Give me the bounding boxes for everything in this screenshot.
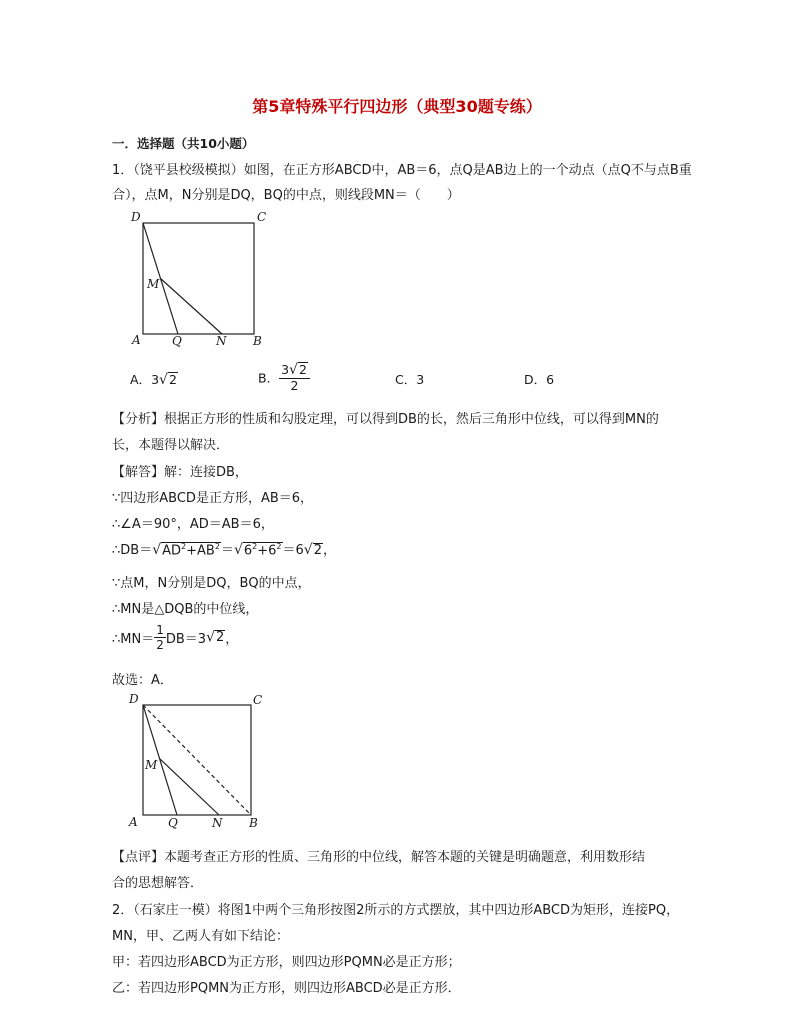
option-d[interactable]: D．6 — [524, 372, 555, 387]
q2-stem-line2: MN，甲、乙两人有如下结论： — [112, 929, 289, 944]
fig1-label-b: B — [253, 334, 262, 348]
choose-line: 故选：A． — [112, 673, 173, 688]
section-heading: 一．选择题（共10小题） — [112, 136, 255, 151]
fig1-label-d: D — [131, 210, 141, 224]
fig2-label-d: D — [129, 692, 139, 706]
q2-conclusion-jia: 甲：若四边形ABCD为正方形，则四边形PQMN必是正方形； — [112, 955, 461, 970]
option-c[interactable]: C．3 — [395, 372, 425, 387]
fig2-label-c: C — [253, 693, 263, 707]
solution-line4: ∵点M，N分别是DQ，BQ的中点， — [112, 576, 311, 591]
comment-line1: 【点评】本题考查正方形的性质、三角形的中位线，解答本题的关键是明确题意，利用数形结 — [112, 850, 646, 865]
fig1-label-q: Q — [172, 334, 182, 348]
q1-number: 1． — [112, 163, 134, 178]
solution-line0: 【解答】解：连接DB， — [112, 465, 248, 480]
fig2-label-m: M — [145, 758, 158, 772]
solution-line5: ∴MN是△DQB的中位线， — [112, 602, 259, 617]
q2-conclusion-yi: 乙：若四边形PQMN为正方形，则四边形ABCD必是正方形． — [112, 981, 461, 996]
page-title: 第5章特殊平行四边形（典型30题专练） — [252, 97, 542, 116]
comment-line2: 合的思想解答． — [112, 876, 204, 891]
analysis-line1: 【分析】根据正方形的性质和勾股定理，可以得到DB的长，然后三角形中位线，可以得到MN的 — [112, 412, 659, 427]
fig2-label-n: N — [212, 816, 223, 830]
q2-stem1: 将图1中两个三角形按图2所示的方式摆放，其中四边形ABCD为矩形，连接PQ， — [217, 903, 680, 918]
q1-stem-line2: 合），点M，N分别是DQ，BQ的中点，则线段MN＝（ ） — [112, 188, 460, 203]
fig2-label-q: Q — [168, 816, 178, 830]
option-a[interactable]: A．3√2 — [130, 372, 177, 388]
fig1-label-a: A — [132, 333, 141, 347]
solution-line2: ∴∠A＝90°，AD＝AB＝6， — [112, 517, 274, 532]
q2-stem-line1 — [112, 899, 679, 918]
solution-line3: $\therefore DB=√AD^2+AB^2=√6^2+6^2=6√2$， — [112, 541, 337, 558]
fig1-label-c: C — [257, 210, 267, 224]
analysis-line2: 长，本题得以解决． — [112, 438, 230, 453]
fig2-label-b: B — [249, 816, 258, 830]
square-abcd — [143, 223, 254, 334]
q2-source: （石家庄一模） — [133, 903, 218, 918]
segment-db-dashed — [143, 705, 251, 815]
fig1-label-m: M — [147, 277, 160, 291]
q1-stem-line1 — [112, 159, 692, 178]
option-b[interactable]: B． $\frac{3√2}{2}$ — [258, 362, 310, 393]
fig2-label-a: A — [129, 815, 138, 829]
solution-line6: ∴MN＝ $\frac{1}{2}$ DB＝3√2， — [112, 623, 239, 652]
solution-line1: ∵四边形ABCD是正方形，AB＝6， — [112, 491, 314, 506]
q1-stem1: 如图，在正方形ABCD中，AB＝6，点Q是AB边上的一个动点（点Q不与点B重 — [243, 163, 692, 178]
q1-source: （饶平县校级模拟） — [133, 163, 244, 178]
q2-number: 2． — [112, 903, 134, 918]
fig1-label-n: N — [216, 334, 227, 348]
